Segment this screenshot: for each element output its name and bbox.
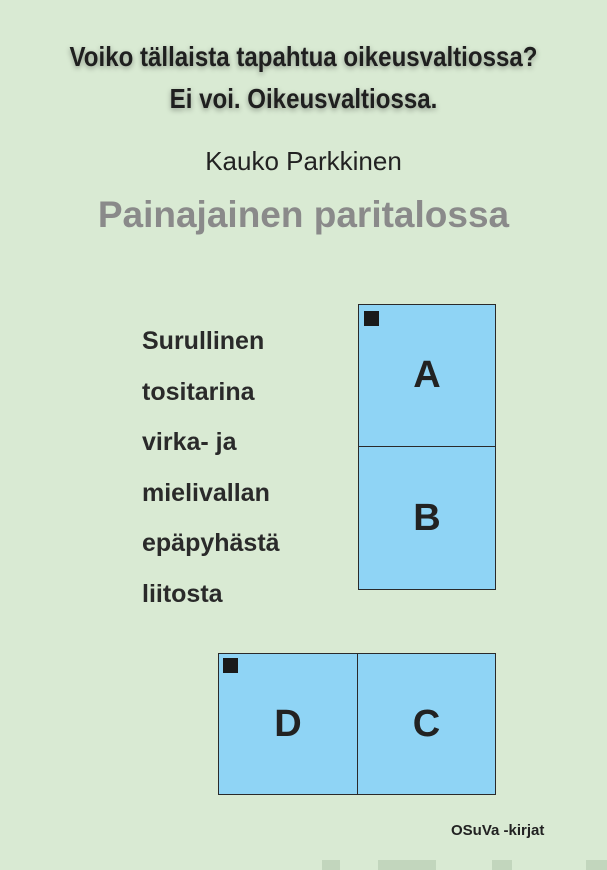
description-line: Surullinen (142, 327, 265, 355)
publisher-name: OSuVa -kirjat (451, 822, 545, 839)
unit-a-label: A (413, 354, 441, 396)
entrance-marker-icon (223, 658, 238, 673)
description-line: liitosta (142, 579, 223, 608)
headline-line-2: Ei voi. Oikeusvaltiossa. (169, 83, 438, 114)
description-line: mielivallan (142, 478, 270, 507)
decorative-strip (378, 860, 436, 870)
decorative-strip (586, 860, 607, 870)
description-line: epäpyhästä (142, 529, 280, 557)
book-title: Painajainen paritalossa (97, 194, 510, 235)
headline-line-1: Voiko tällaista tapahtua oikeusvaltiossa? (69, 41, 538, 72)
description-line: tositarina (142, 377, 255, 406)
unit-d-label: D (274, 702, 302, 745)
description-line: virka- ja (142, 428, 237, 456)
unit-d-box (218, 653, 358, 795)
entrance-marker-icon (364, 311, 379, 326)
author-name: Kauko Parkkinen (205, 146, 402, 176)
unit-c-box (357, 653, 496, 795)
decorative-strip (322, 860, 340, 870)
unit-b-box (358, 446, 496, 590)
description-text (142, 322, 280, 625)
unit-c-label: C (412, 702, 441, 745)
headline (42, 36, 564, 120)
decorative-strip (492, 860, 512, 870)
unit-b-label: B (413, 496, 441, 539)
